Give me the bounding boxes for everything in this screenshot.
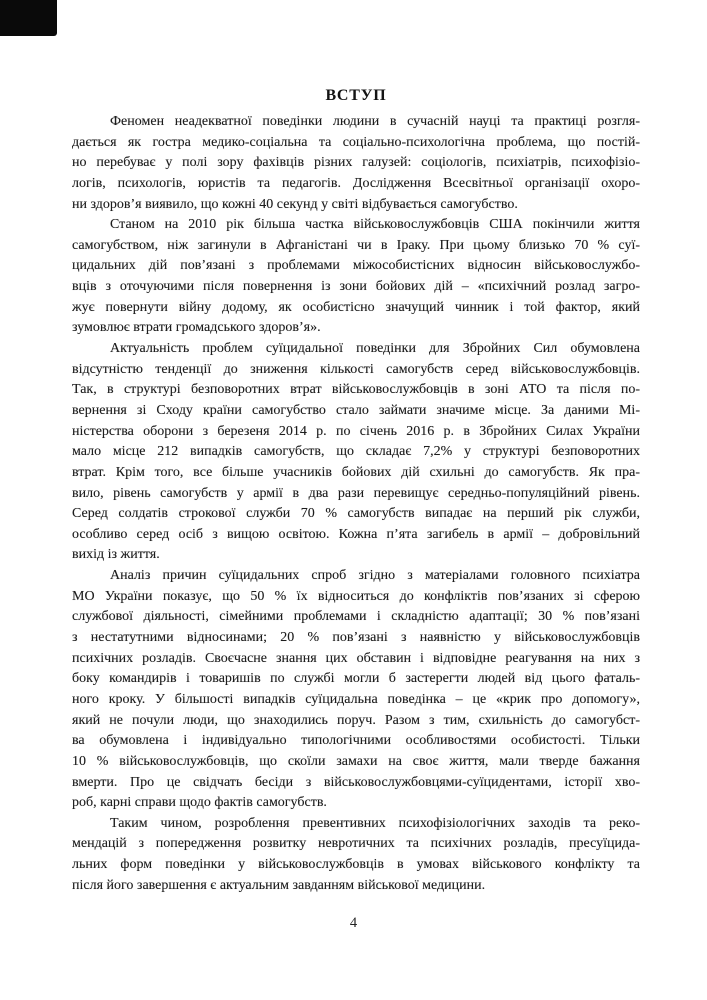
text-line: Аналіз причин суїцидальних спроб згідно з матеріалами головного психіатра bbox=[110, 568, 640, 584]
paragraph bbox=[72, 215, 640, 339]
text-line: ного кроку. У більшості випадків суїцидальна поведінка – це «крик про допомогу», bbox=[72, 691, 640, 707]
text-line: ни здоров’я виявило, що кожні 40 секунд у світі відбувається самогубство. bbox=[72, 196, 518, 212]
text-line: після його завершення є актуальним завданням військової медицини. bbox=[72, 877, 486, 893]
text-line: особливо серед осіб з вищою освітою. Кожна п’ята загибель в армії – добровільний bbox=[72, 526, 640, 542]
text-line: жує повернути війну додому, як особистісно значущий чинник і той фактор, який bbox=[72, 299, 640, 315]
text-line: Актуальність проблем суїцидальної поведінки для Збройних Сил обумовлена bbox=[110, 341, 640, 357]
paragraph bbox=[72, 339, 640, 566]
text-line: службової діяльності, сімейними проблемами і складністю адаптації; 30 % пов’язані bbox=[72, 609, 640, 625]
text-line: Серед солдатів строкової служби 70 % самогубств випадає на перший рік служби, bbox=[72, 506, 640, 522]
body-text bbox=[72, 112, 640, 896]
text-line: самогубством, ніж загинули в Афганістані чи в Іраку. При цьому близько 70 % суї- bbox=[72, 237, 640, 253]
text-line: ністерства оборони з березеня 2014 р. по січень 2016 р. в Збройних Силах України bbox=[72, 423, 640, 439]
text-line: роб, карні справи щодо фактів самогубств. bbox=[72, 795, 327, 811]
text-line: Феномен неадекватної поведінки людини в сучасній науці та практиці розгля- bbox=[110, 114, 640, 129]
text-line: вихід із життя. bbox=[72, 547, 160, 563]
text-line: дається як гостра медико-соціальна та соціально-психологічна проблема, що постій- bbox=[72, 134, 640, 150]
page-number: 4 bbox=[349, 915, 358, 931]
text-line: Так, в структурі безповоротних втрат військовослужбовців в зоні АТО та після по- bbox=[72, 382, 640, 398]
text-line: зумовлює втрати громадського здоров’я». bbox=[72, 320, 321, 336]
paragraph bbox=[72, 814, 640, 897]
text-line: вернення зі Сходу країни самогубство стало займати значиме місце. За даними Мі- bbox=[72, 402, 640, 418]
text-line: Таким чином, розроблення превентивних психофізіологічних заходів та реко- bbox=[110, 815, 640, 831]
text-line: відсутністю тенденції до зниження кількості самогубств серед військовослужбовців. bbox=[72, 361, 640, 377]
text-line: мендацій з попередження розвитку невротичних та психічних розладів, пресуїцида- bbox=[72, 836, 640, 852]
text-line: який не почули люди, що знаходились поруч. Разом з тим, схильність до самогубст- bbox=[72, 712, 640, 728]
text-line: вців з оточуючими після повернення із зони бойових дій – «психічний розлад загро- bbox=[72, 279, 640, 295]
text-line: льних форм поведінки у військовослужбовців в умовах військового конфлікту та bbox=[72, 857, 640, 873]
text-line: МО України показує, що 50 % їх відноситься до конфліктів пов’язаних зі сферою bbox=[72, 588, 640, 604]
paragraph bbox=[72, 112, 640, 215]
text-line: з нестатутними відносинами; 20 % пов’язані з наявністю у військовослужбовців bbox=[72, 630, 640, 646]
text-line: но перебуває у полі зору фахівців різних галузей: соціологів, психіатрів, психофізіо- bbox=[72, 155, 640, 171]
text-line: логів, психологів, юристів та педагогів. Дослідження Всесвітньої організації охоро- bbox=[72, 175, 640, 191]
scan-artifact bbox=[0, 0, 57, 36]
text-line: 10 % військовослужбовців, що скоїли замахи на своє життя, мали тверде бажання bbox=[72, 753, 640, 769]
text-line: цидальних дій пов’язані з проблемами міжособистісних відносин військовослужбо- bbox=[72, 258, 640, 274]
text-line: Станом на 2010 рік більша частка військовослужбовців США покінчили життя bbox=[110, 217, 640, 233]
text-line: мало місце 212 випадків самогубств, що складає 7,2% у структурі безповоротних bbox=[72, 444, 640, 460]
page-title: ВСТУП bbox=[325, 86, 387, 104]
paragraph bbox=[72, 566, 640, 814]
text-line: ва обумовлена і індивідуально типологічними особливостями особистості. Тільки bbox=[72, 733, 640, 749]
text-line: боку командирів і товаришів по службі могли б застерегти людей від цього фаталь- bbox=[72, 671, 640, 687]
text-line: вило, рівень самогубств у армії в два рази перевищує середньо-популяційний рівень. bbox=[72, 485, 640, 501]
text-line: втрат. Крім того, все більше учасників бойових дій схильні до самогубств. Як пра- bbox=[72, 464, 640, 480]
text-line: психічних розладів. Своєчасне знання цих обставин і відповідне реагування на них з bbox=[72, 650, 640, 666]
text-line: вмерти. Про це свідчать бесіди з військовослужбовцями-суїцидентами, історії хво- bbox=[72, 774, 640, 790]
